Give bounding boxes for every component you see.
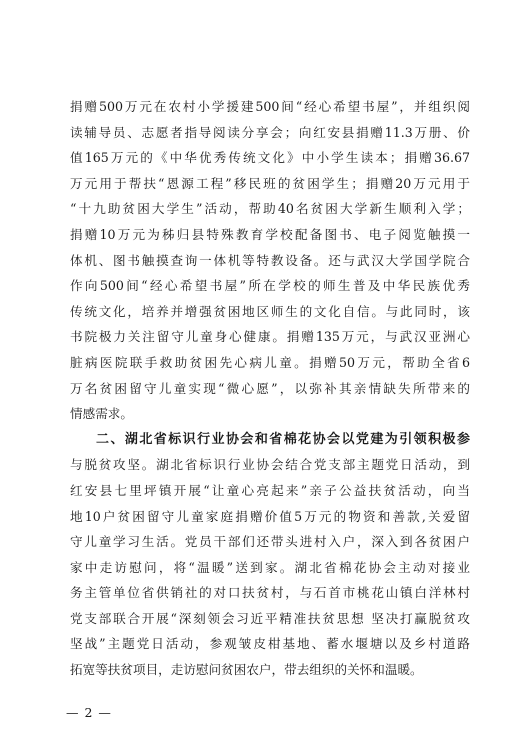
text-line-10: 书院极力关注留守儿童身心健康。捐赠135万元，与武汉亚洲心: [70, 329, 470, 345]
text-line-19: 家中走访慰问，将“温暖”送到家。湖北省棉花协会主动对接业: [70, 559, 470, 575]
page-number: — 2 —: [66, 705, 112, 720]
text-line-5: “十九助贫困大学生”活动，帮助40名贫困大学新生顺利入学；: [70, 201, 470, 217]
text-line-13: 情感需求。: [70, 406, 133, 422]
text-line-4: 万元用于帮扶“恩源工程”移民班的贫困学生；捐赠20万元用于: [70, 175, 470, 191]
text-line-15: 与脱贫攻坚。湖北省标识行业协会结合党支部主题党日活动，到: [70, 457, 470, 473]
text-line-9: 传统文化，培养并增强贫困地区师生的文化自信。与此同时，该: [70, 303, 470, 319]
text-line-3: 值165万元的《中华优秀传统文化》中小学生读本；捐赠36.67: [70, 150, 470, 166]
text-line-6: 捐赠10万元为秭归县特殊教育学校配备图书、电子阅览触摸一: [70, 226, 470, 242]
text-line-12: 万名贫困留守儿童实现“微心愿”，以弥补其亲情缺失所带来的: [70, 380, 470, 396]
text-line-16: 红安县七里坪镇开展“让童心亮起来”亲子公益扶贫活动，向当: [70, 482, 470, 498]
text-line-2: 读辅导员、志愿者指导阅读分享会；向红安县捐赠11.3万册、价: [70, 124, 470, 140]
text-line-18: 守儿童学习生活。党员干部们还带头进村入户，深入到各贫困户: [70, 534, 470, 550]
section-heading: 二、湖北省标识行业协会和省棉花协会以党建为引领积极参: [96, 431, 470, 447]
text-line-7: 体机、图书触摸查询一体机等特教设备。还与武汉大学国学院合: [70, 252, 470, 268]
text-line-17: 地10户贫困留守儿童家庭捐赠价值5万元的物资和善款,关爱留: [70, 508, 470, 524]
body-text: [70, 94, 470, 683]
text-line-1: 捐赠500万元在农村小学援建500间“经心希望书屋”，并组织阅: [70, 99, 470, 114]
text-line-22: 坚战”主题党日活动，参观皱皮柑基地、蓄水堰塘以及乡村道路: [70, 636, 470, 652]
text-line-8: 作向500间“经心希望书屋”所在学校的师生普及中华民族优秀: [70, 278, 470, 294]
text-line-20: 务主管单位省供销社的对口扶贫村，与石首市桃花山镇白洋林村: [70, 585, 470, 601]
text-line-11: 脏病医院联手救助贫困先心病儿童。捐赠50万元，帮助全省6: [70, 354, 470, 370]
text-line-21: 党支部联合开展“深刻领会习近平精准扶贫思想 坚决打赢脱贫攻: [70, 610, 470, 626]
text-line-23: 拓宽等扶贫项目，走访慰问贫困农户，带去组织的关怀和温暖。: [70, 662, 423, 678]
